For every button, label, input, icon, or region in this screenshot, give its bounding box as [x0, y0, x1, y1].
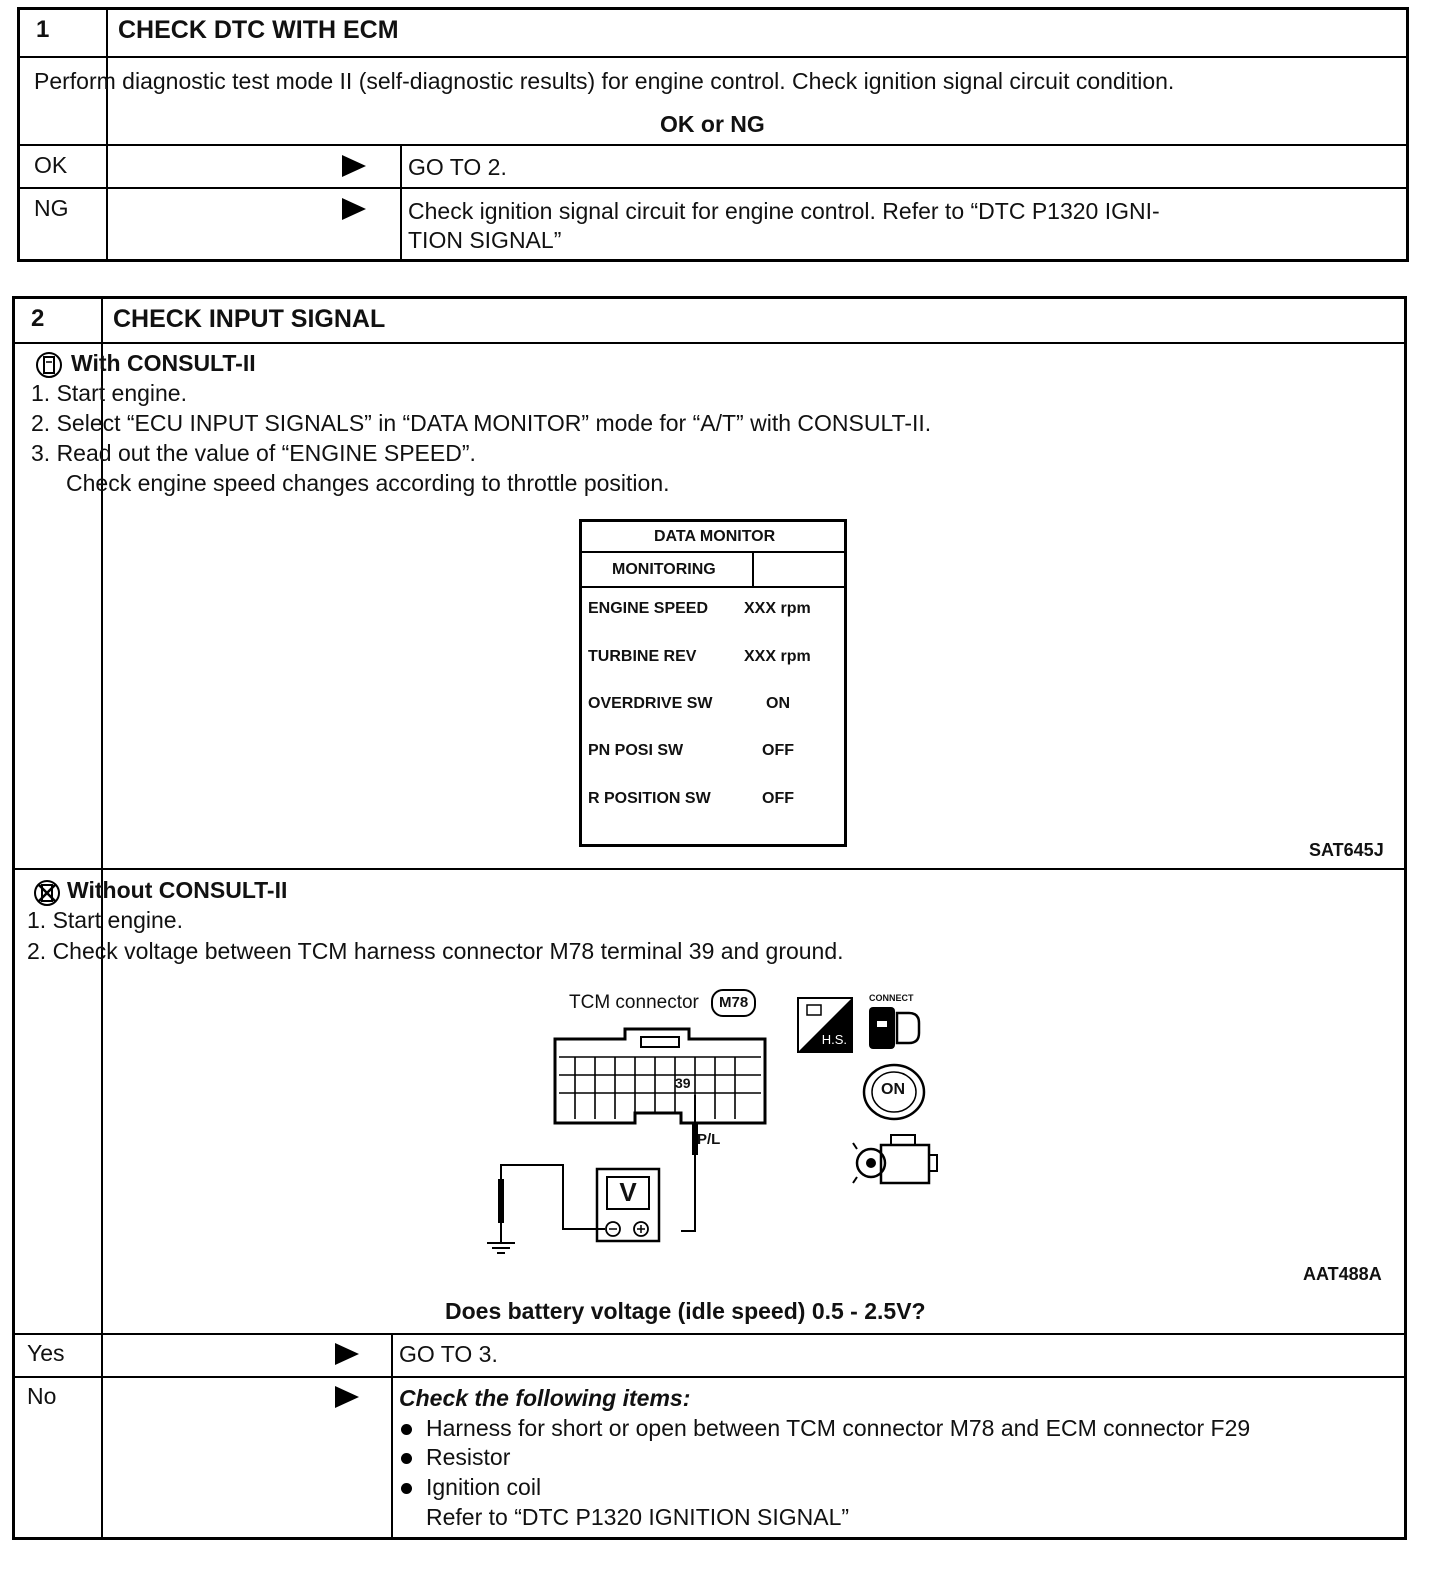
step1-instruction: Perform diagnostic test mode II (self-diagnostic results) for engine control. Check ignition signal circuit condition. [34, 68, 1175, 94]
without-consult-step: 2. Check voltage between TCM harness connector M78 terminal 39 and ground. [27, 938, 844, 964]
monitor-item-value: OFF [762, 742, 794, 759]
arrow-right-icon [342, 198, 366, 220]
result-action: GO TO 3. [399, 1341, 498, 1367]
ignition-on-label: ON [881, 1081, 905, 1098]
consult-tool-icon [35, 351, 63, 379]
connector-diagram [445, 1017, 805, 1269]
step1-title: CHECK DTC WITH ECM [118, 16, 399, 44]
step2-box [12, 296, 1407, 1540]
check-item [401, 1442, 510, 1472]
result-label: NG [34, 195, 69, 221]
data-monitor-subtitle: MONITORING [612, 561, 716, 578]
arrow-right-icon [342, 155, 366, 177]
hs-icon [797, 997, 853, 1053]
step1-question: OK or NG [660, 111, 765, 137]
wire-color-label: P/L [697, 1131, 721, 1148]
result-label: OK [34, 152, 68, 178]
monitor-item-value: XXX rpm [744, 600, 811, 617]
monitor-item-value: OFF [762, 790, 794, 807]
step2-question: Does battery voltage (idle speed) 0.5 - 2.5V? [445, 1298, 926, 1324]
arrow-right-icon [335, 1386, 359, 1408]
figure-code: SAT645J [1309, 840, 1384, 860]
no-consult-icon [33, 879, 61, 907]
bullet-icon [401, 1483, 412, 1494]
step2-title: CHECK INPUT SIGNAL [113, 305, 386, 333]
result-action: GO TO 2. [408, 154, 507, 180]
monitor-item-name: R POSITION SW [588, 790, 711, 807]
step1-number: 1 [20, 10, 108, 259]
without-consult-step: 1. Start engine. [27, 907, 183, 933]
data-monitor-title: DATA MONITOR [654, 528, 776, 545]
connector-label: TCM connector [569, 992, 699, 1013]
hs-label: H.S. [821, 1032, 847, 1047]
bullet-icon [401, 1453, 412, 1464]
step2-number: 2 [15, 299, 103, 1537]
terminal-label: 39 [675, 1075, 691, 1091]
monitor-item-value: ON [766, 695, 790, 712]
result-label: No [27, 1383, 57, 1409]
result-label: Yes [27, 1340, 65, 1366]
step1-box [17, 7, 1409, 262]
result-action-line2: TION SIGNAL” [408, 227, 562, 253]
connect-icon [863, 993, 933, 1057]
monitor-item-name: OVERDRIVE SW [588, 695, 713, 712]
ignition-on-icon [861, 1061, 927, 1123]
check-item-text: Resistor [426, 1444, 511, 1470]
engine-running-icon [851, 1131, 941, 1195]
connect-label: CONNECT [869, 993, 914, 1003]
check-refer: Refer to “DTC P1320 IGNITION SIGNAL” [426, 1504, 850, 1530]
arrow-right-icon [335, 1343, 359, 1365]
check-item-text: Harness for short or open between TCM connector M78 and ECM connector F29 [426, 1415, 1251, 1441]
monitor-item-name: ENGINE SPEED [588, 600, 709, 617]
with-consult-step: 3. Read out the value of “ENGINE SPEED”. [31, 440, 476, 466]
connector-id-badge: M78 [711, 989, 756, 1017]
check-items-heading: Check the following items: [399, 1385, 691, 1411]
result-action-line1: Check ignition signal circuit for engine control. Refer to “DTC P1320 IGNI- [408, 198, 1160, 224]
with-consult-step: 1. Start engine. [31, 380, 187, 406]
check-item [401, 1472, 541, 1502]
voltmeter-label: V [619, 1177, 637, 1207]
check-item [401, 1413, 1250, 1443]
monitor-item-value: XXX rpm [744, 648, 811, 665]
monitor-item-name: TURBINE REV [588, 648, 697, 665]
data-monitor-screen [579, 519, 847, 847]
with-consult-heading: With CONSULT-II [71, 350, 256, 376]
monitor-item-name: PN POSI SW [588, 742, 684, 759]
figure-code: AAT488A [1303, 1264, 1382, 1284]
with-consult-note: Check engine speed changes according to throttle position. [66, 470, 670, 496]
bullet-icon [401, 1424, 412, 1435]
with-consult-step: 2. Select “ECU INPUT SIGNALS” in “DATA MONITOR” mode for “A/T” with CONSULT-II. [31, 410, 932, 436]
check-item-text: Ignition coil [426, 1474, 542, 1500]
without-consult-heading: Without CONSULT-II [67, 877, 288, 903]
